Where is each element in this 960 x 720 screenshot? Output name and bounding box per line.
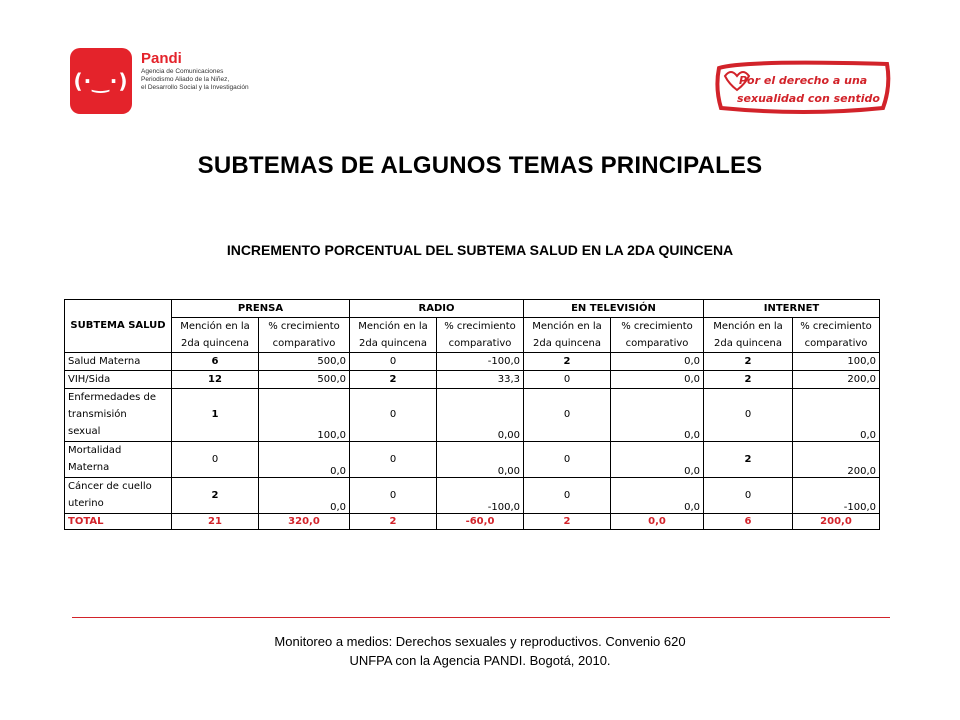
campaign-logo xyxy=(715,58,891,114)
col-header-mention: Mención en la xyxy=(704,317,793,335)
total-internet-growth: 200,0 xyxy=(793,513,880,529)
cell-tv-growth: 0,0 xyxy=(611,441,704,477)
cell-internet-growth: 0,0 xyxy=(793,388,880,441)
group-header-television: EN TELEVISIÓN xyxy=(524,300,704,318)
cell-radio-growth: 33,3 xyxy=(437,370,524,388)
total-radio-mention: 2 xyxy=(350,513,437,529)
row-label: Cáncer de cuello uterino xyxy=(65,477,172,513)
total-label: TOTAL xyxy=(65,513,172,529)
cell-prensa-growth: 0,0 xyxy=(259,441,350,477)
brand-line-2: Periodismo Aliado de la Niñez, xyxy=(141,76,230,83)
col-header-growth: % crecimiento xyxy=(793,317,880,335)
cell-prensa-growth: 100,0 xyxy=(259,388,350,441)
table-row xyxy=(65,477,880,513)
table-row xyxy=(65,441,880,477)
group-header-radio: RADIO xyxy=(350,300,524,318)
cell-internet-mention: 2 xyxy=(704,370,793,388)
cell-internet-mention: 0 xyxy=(704,477,793,513)
brand-line-1: Agencia de Comunicaciones xyxy=(141,68,224,75)
cell-prensa-growth: 500,0 xyxy=(259,352,350,370)
cell-internet-growth: -100,0 xyxy=(793,477,880,513)
cell-prensa-mention: 1 xyxy=(172,388,259,441)
cell-prensa-growth: 0,0 xyxy=(259,477,350,513)
subtema-header: SUBTEMA SALUD xyxy=(65,317,172,335)
cell-internet-growth: 200,0 xyxy=(793,441,880,477)
cell-prensa-mention: 12 xyxy=(172,370,259,388)
total-prensa-growth: 320,0 xyxy=(259,513,350,529)
cell-tv-mention: 0 xyxy=(524,370,611,388)
col-header-mention: 2da quincena xyxy=(704,335,793,353)
footer-line-1: Monitoreo a medios: Derechos sexuales y reproductivos. Convenio 620 xyxy=(274,634,686,649)
campaign-line-1: Por el derecho a una xyxy=(739,74,868,87)
cell-radio-mention: 2 xyxy=(350,370,437,388)
footer-divider xyxy=(72,617,890,618)
cell-tv-mention: 0 xyxy=(524,388,611,441)
total-tv-growth: 0,0 xyxy=(611,513,704,529)
col-header-growth: % crecimiento xyxy=(437,317,524,335)
corner-cell xyxy=(65,335,172,353)
table-row xyxy=(65,388,880,441)
brand-name: Pandi xyxy=(141,50,182,67)
col-header-mention: 2da quincena xyxy=(172,335,259,353)
col-header-mention: Mención en la xyxy=(524,317,611,335)
cell-tv-growth: 0,0 xyxy=(611,388,704,441)
row-label: Enfermedades de transmisión sexual xyxy=(65,388,172,441)
row-label: Salud Materna xyxy=(65,352,172,370)
page-subtitle: INCREMENTO PORCENTUAL DEL SUBTEMA SALUD EN LA 2DA QUINCENA xyxy=(226,242,734,258)
corner-cell xyxy=(65,300,172,318)
cell-prensa-mention: 2 xyxy=(172,477,259,513)
col-header-growth: % crecimiento xyxy=(611,317,704,335)
pandi-brand xyxy=(141,50,301,92)
row-label: Mortalidad Materna xyxy=(65,441,172,477)
cell-internet-growth: 100,0 xyxy=(793,352,880,370)
footer-note xyxy=(0,632,960,670)
pandi-logo-icon: (·‿·) xyxy=(70,48,132,114)
cell-internet-mention: 0 xyxy=(704,388,793,441)
cell-radio-mention: 0 xyxy=(350,477,437,513)
cell-tv-growth: 0,0 xyxy=(611,352,704,370)
subtema-salud-table xyxy=(64,299,880,530)
group-header-prensa: PRENSA xyxy=(172,300,350,318)
cell-tv-mention: 2 xyxy=(524,352,611,370)
row-label: VIH/Sida xyxy=(65,370,172,388)
cell-radio-growth: -100,0 xyxy=(437,477,524,513)
col-header-growth: comparativo xyxy=(793,335,880,353)
col-header-growth: comparativo xyxy=(611,335,704,353)
cell-radio-mention: 0 xyxy=(350,352,437,370)
total-tv-mention: 2 xyxy=(524,513,611,529)
page-title: SUBTEMAS DE ALGUNOS TEMAS PRINCIPALES xyxy=(197,152,763,179)
cell-tv-growth: 0,0 xyxy=(611,370,704,388)
cell-radio-growth: 0,00 xyxy=(437,388,524,441)
col-header-growth: % crecimiento xyxy=(259,317,350,335)
col-header-growth: comparativo xyxy=(259,335,350,353)
col-header-mention: 2da quincena xyxy=(350,335,437,353)
total-row xyxy=(65,513,880,529)
total-radio-growth: -60,0 xyxy=(437,513,524,529)
col-header-mention: Mención en la xyxy=(172,317,259,335)
cell-internet-mention: 2 xyxy=(704,352,793,370)
cell-prensa-mention: 0 xyxy=(172,441,259,477)
campaign-line-2: sexualidad con sentido xyxy=(737,92,880,105)
cell-prensa-growth: 500,0 xyxy=(259,370,350,388)
cell-tv-mention: 0 xyxy=(524,441,611,477)
cell-tv-growth: 0,0 xyxy=(611,477,704,513)
cell-radio-mention: 0 xyxy=(350,388,437,441)
footer-line-2: UNFPA con la Agencia PANDI. Bogotá, 2010. xyxy=(349,653,611,668)
cell-tv-mention: 0 xyxy=(524,477,611,513)
col-header-growth: comparativo xyxy=(437,335,524,353)
cell-internet-growth: 200,0 xyxy=(793,370,880,388)
col-header-mention: Mención en la xyxy=(350,317,437,335)
table-row xyxy=(65,352,880,370)
table-row xyxy=(65,370,880,388)
cell-radio-mention: 0 xyxy=(350,441,437,477)
total-internet-mention: 6 xyxy=(704,513,793,529)
group-header-internet: INTERNET xyxy=(704,300,880,318)
brand-line-3: el Desarrollo Social y la Investigación xyxy=(141,84,249,91)
cell-radio-growth: -100,0 xyxy=(437,352,524,370)
cell-radio-growth: 0,00 xyxy=(437,441,524,477)
total-prensa-mention: 21 xyxy=(172,513,259,529)
cell-internet-mention: 2 xyxy=(704,441,793,477)
cell-prensa-mention: 6 xyxy=(172,352,259,370)
col-header-mention: 2da quincena xyxy=(524,335,611,353)
